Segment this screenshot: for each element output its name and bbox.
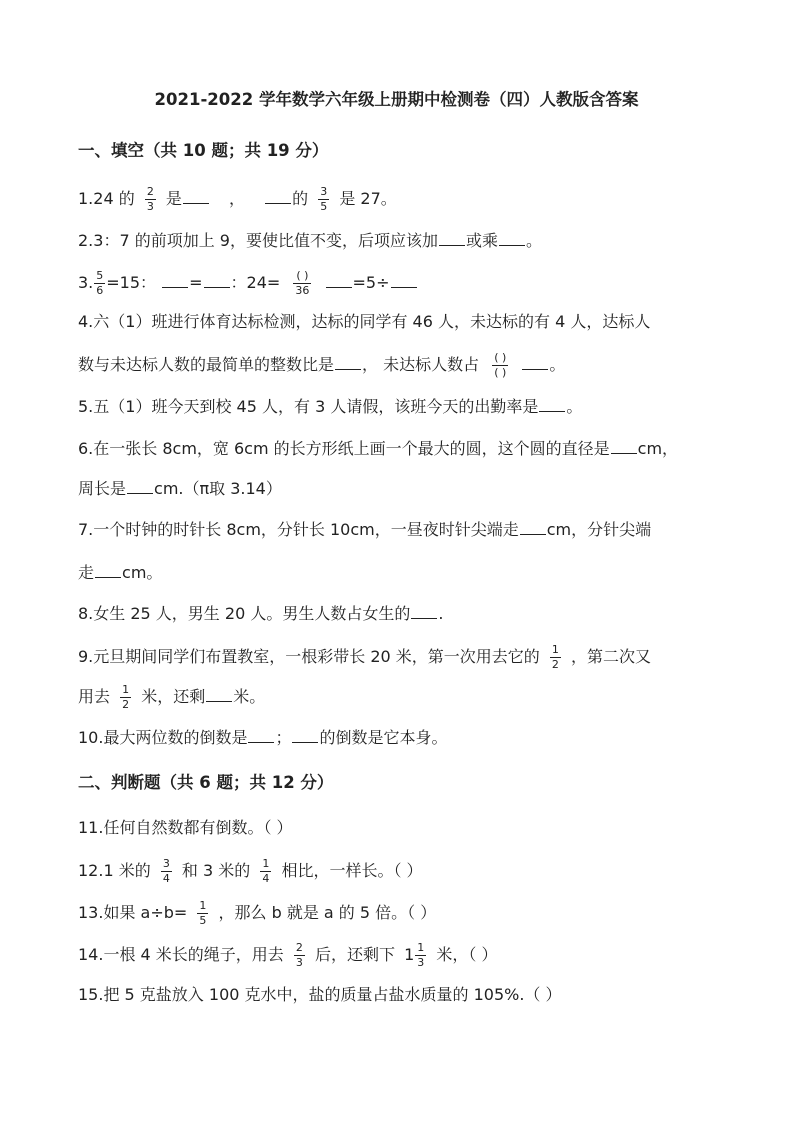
answer-blank[interactable] — [206, 686, 232, 702]
answer-blank[interactable] — [265, 188, 291, 204]
question-14: 14.一根 4 米长的绳子，用去 $\frac{2}{3}$ 后，还剩下 1 $\frac{1}{3}$ 米，（ ） — [78, 941, 498, 969]
question-4-line-2: 数与未达标人数的最简单的整数比是 ， 未达标人数占 $\frac{( )}{( )}$ 。 — [78, 351, 566, 379]
fraction: $\frac{2}{3}$ — [295, 941, 303, 969]
answer-blank[interactable] — [335, 354, 361, 370]
fraction: $\frac{1}{4}$ — [262, 857, 270, 885]
question-7-line-1: 7.一个时钟的时针长 8cm，分针长 10cm，一昼夜时针尖端走 cm，分针尖端 — [78, 520, 652, 539]
question-4-line-1: 4.六（1）班进行体育达标检测，达标的同学有 46 人，未达标的有 4 人，达标人 — [78, 312, 651, 331]
question-7-line-2: 走 cm。 — [78, 563, 163, 582]
fraction: $\frac{2}{3}$ — [146, 185, 154, 213]
question-6-line-1: 6.在一张长 8cm，宽 6cm 的长方形纸上画一个最大的圆，这个圆的直径是 cm， — [78, 439, 679, 458]
answer-blank[interactable] — [162, 272, 188, 288]
answer-blank[interactable] — [248, 727, 274, 743]
question-5: 5.五（1）班今天到校 45 人，有 3 人请假，该班今天的出勤率是 。 — [78, 397, 583, 416]
answer-blank[interactable] — [539, 396, 565, 412]
section-true-false-heading: 二、判断题（共 6 题；共 12 分） — [78, 773, 334, 792]
question-1: 1.24 的 $\frac{2}{3}$ 是 ， 的 $\frac{3}{5}$ 是 27。 — [78, 185, 397, 213]
question-8: 8.女生 25 人，男生 20 人。男生人数占女生的 . — [78, 604, 444, 623]
answer-blank[interactable] — [520, 519, 546, 535]
fraction: $\frac{1}{3}$ — [417, 941, 425, 969]
question-9-line-1: 9.元旦期间同学们布置教室，一根彩带长 20 米，第一次用去它的 $\frac{1}{2}$ ，第二次又 — [78, 643, 652, 671]
question-2: 2.3：7 的前项加上 9，要使比值不变，后项应该加 或乘 。 — [78, 231, 543, 250]
page-title: 2021-2022 学年数学六年级上册期中检测卷（四）人教版含答案 — [154, 90, 639, 109]
question-3: 3. $\frac{5}{6}$ =15： = ：24= $\frac{( )}{36}$ =5÷ — [78, 270, 418, 297]
answer-blank[interactable] — [439, 230, 465, 246]
answer-blank[interactable] — [183, 188, 209, 204]
answer-blank[interactable] — [391, 272, 417, 288]
answer-blank[interactable] — [326, 272, 352, 288]
question-15: 15.把 5 克盐放入 100 克水中，盐的质量占盐水质量的 105%.（ ） — [78, 985, 562, 1004]
fraction: $\frac{1}{5}$ — [199, 899, 207, 927]
answer-blank[interactable] — [499, 230, 525, 246]
answer-blank[interactable] — [95, 562, 121, 578]
fraction: $\frac{( )}{( )}$ — [494, 351, 507, 379]
fraction: $\frac{1}{2}$ — [551, 643, 559, 671]
question-13: 13.如果 a÷b= $\frac{1}{5}$ ，那么 b 就是 a 的 5 倍。（ ） — [78, 899, 437, 927]
answer-blank[interactable] — [127, 478, 153, 494]
question-6-line-2: 周长是 cm.（π取 3.14） — [78, 479, 282, 498]
fraction: $\frac{1}{2}$ — [122, 683, 130, 711]
fraction: $\frac{3}{4}$ — [162, 857, 170, 885]
answer-blank[interactable] — [522, 354, 548, 370]
answer-blank[interactable] — [411, 603, 437, 619]
answer-blank[interactable] — [292, 727, 318, 743]
question-12: 12.1 米的 $\frac{3}{4}$ 和 3 米的 $\frac{1}{4}$ 相比，一样长。（ ） — [78, 857, 423, 885]
question-9-line-2: 用去 $\frac{1}{2}$ 米，还剩 米。 — [78, 683, 266, 711]
section-fill-in-heading: 一、填空（共 10 题；共 19 分） — [78, 141, 329, 160]
question-11: 11.任何自然数都有倒数。（ ） — [78, 818, 293, 837]
fraction: $\frac{5}{6}$ — [96, 269, 104, 297]
fraction: $\frac{( )}{36}$ — [295, 269, 310, 297]
fraction: $\frac{3}{5}$ — [320, 185, 328, 213]
question-10: 10.最大两位数的倒数是 ； 的倒数是它本身。 — [78, 728, 448, 747]
answer-blank[interactable] — [611, 438, 637, 454]
answer-blank[interactable] — [204, 272, 230, 288]
